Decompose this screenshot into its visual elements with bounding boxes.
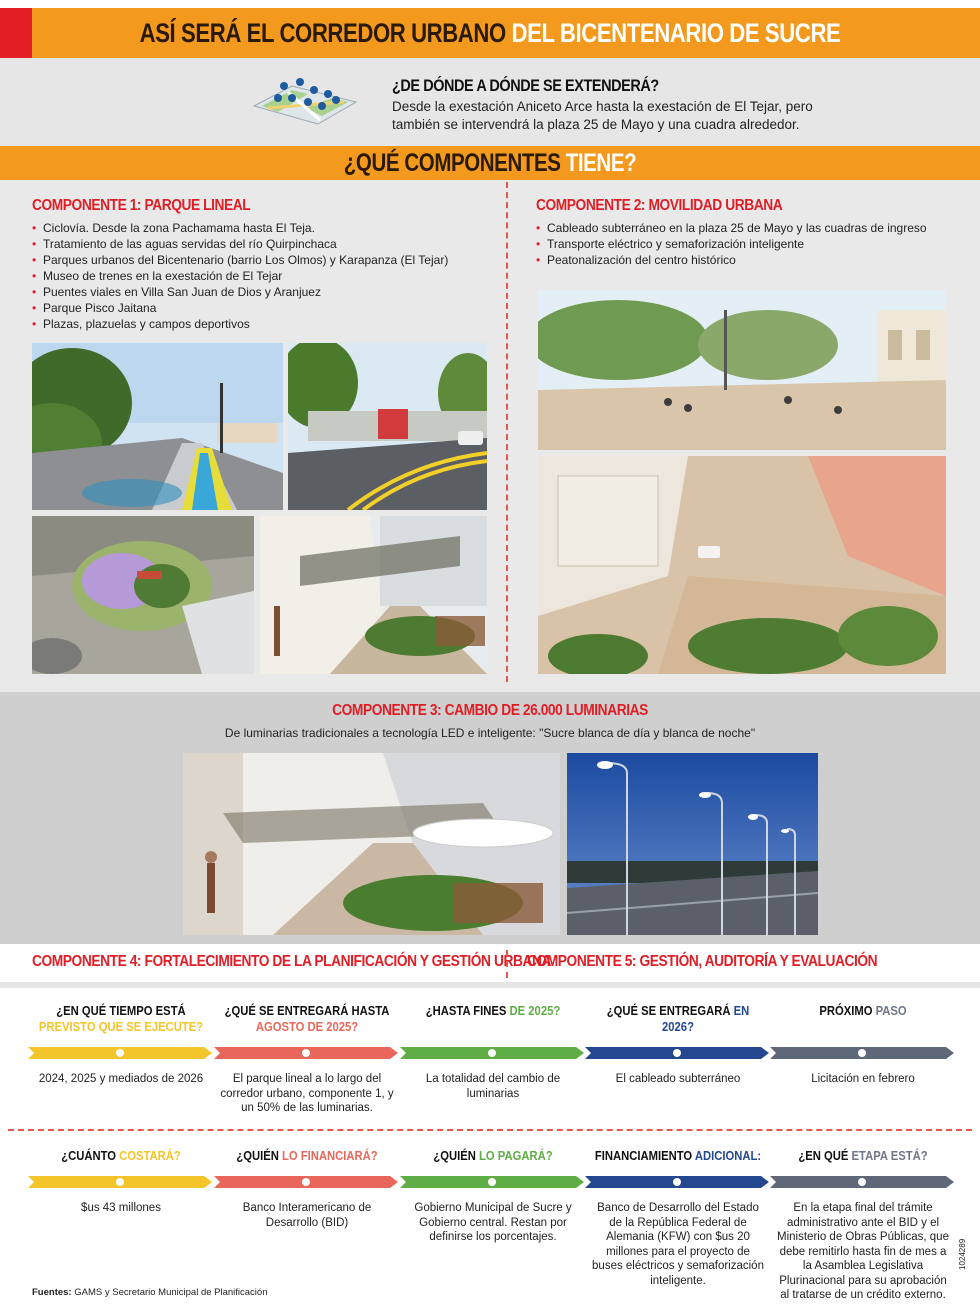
bike-lane-rendering-image bbox=[32, 343, 283, 510]
question-part1: ¿EN QUÉ bbox=[798, 1149, 852, 1163]
component3-subtitle: De luminarias tradicionales a tecnología LED e inteligente: "Sucre blanca de día y blanca de noche" bbox=[224, 726, 756, 740]
question-part1: ¿QUÉ SE ENTREGARÁ HASTA bbox=[224, 1004, 390, 1018]
list-item: • Peatonalización del centro histórico bbox=[536, 252, 927, 268]
list-item: • Tratamiento de las aguas servidas del río Quirpinchaca bbox=[32, 236, 448, 252]
components-heading bbox=[88, 146, 892, 180]
list-item: • Ciclovía. Desde la zona Pachamama hasta El Teja. bbox=[32, 220, 448, 236]
sources-text: GAMS y Secretario Municipal de Planificación bbox=[71, 1287, 268, 1298]
timeline-arrow bbox=[770, 1174, 956, 1190]
sources-note bbox=[32, 1287, 268, 1298]
timeline-question bbox=[400, 1003, 586, 1019]
intro-question: ¿DE DÓNDE A DÓNDE SE EXTENDERÁ? bbox=[392, 76, 659, 95]
question-part1: ¿EN QUÉ TIEMPO ESTÁ bbox=[56, 1004, 186, 1018]
components-heading-part2: TIENE? bbox=[565, 149, 637, 177]
component2-list bbox=[536, 220, 927, 268]
timeline-question bbox=[214, 1148, 400, 1164]
timeline-question bbox=[585, 1148, 771, 1164]
intro-answer: Desde la exestación Aniceto Arce hasta la exestación de El Tejar, pero también se intervendrá la plaza 25 de Mayo y una cuadra alrededor. bbox=[392, 99, 813, 132]
list-item: • Plazas, plazuelas y campos deportivos bbox=[32, 316, 448, 332]
question-part2: PASO bbox=[875, 1004, 907, 1018]
component2-title: COMPONENTE 2: MOVILIDAD URBANA bbox=[536, 197, 783, 214]
question-part1: ¿HASTA FINES bbox=[425, 1004, 510, 1018]
component4-title: COMPONENTE 4: FORTALECIMIENTO DE LA PLANIFICACIÓN Y GESTIÓN URBANA bbox=[32, 953, 551, 970]
timeline-answer: Gobierno Municipal de Sucre y Gobierno central. Restan por definirse los porcentajes. bbox=[414, 1202, 572, 1243]
timeline-arrow bbox=[214, 1174, 400, 1190]
timeline-question bbox=[585, 1003, 771, 1035]
component3-title: COMPONENTE 3: CAMBIO DE 26.000 LUMINARIAS bbox=[332, 702, 648, 719]
component1-list bbox=[32, 220, 448, 332]
page-title bbox=[88, 8, 892, 58]
question-part2: AGOSTO DE 2025? bbox=[255, 1020, 359, 1034]
timeline-arrow bbox=[400, 1045, 586, 1061]
timeline-question bbox=[770, 1003, 956, 1019]
question-part1: ¿QUIÉN bbox=[236, 1149, 282, 1163]
components-heading-part1: ¿QUÉ COMPONENTES bbox=[343, 149, 566, 177]
section-separator bbox=[0, 982, 980, 988]
timeline-arrow bbox=[400, 1174, 586, 1190]
timeline-answer: 2024, 2025 y mediados de 2026 bbox=[38, 1073, 204, 1085]
question-part1: ¿QUIÉN bbox=[433, 1149, 480, 1163]
road-walkway-rendering-image bbox=[288, 343, 487, 510]
timeline-arrow bbox=[214, 1045, 400, 1061]
timeline-answer: Banco Interamericano de Desarrollo (BID) bbox=[242, 1202, 372, 1229]
timeline-question bbox=[214, 1003, 400, 1035]
title-part1: ASÍ SERÁ EL CORREDOR URBANO bbox=[139, 18, 512, 48]
list-item: • Parque Pisco Jaitana bbox=[32, 300, 448, 316]
timeline-answer: Licitación en febrero bbox=[811, 1073, 915, 1085]
sources-label: Fuentes: bbox=[32, 1287, 72, 1298]
question-part2: LO FINANCIARÁ? bbox=[281, 1149, 378, 1163]
title-part2: DEL BICENTENARIO DE SUCRE bbox=[511, 18, 841, 48]
question-part2: COSTARÁ? bbox=[119, 1149, 181, 1163]
timeline-question bbox=[28, 1148, 214, 1164]
question-part2: LO PAGARÁ? bbox=[479, 1149, 553, 1163]
component5-title: COMPONENTE 5: GESTIÓN, AUDITORÍA Y EVALUACIÓN bbox=[527, 953, 878, 970]
timeline-answer: El cableado subterráneo bbox=[615, 1073, 741, 1085]
question-part2: ETAPA ESTÁ? bbox=[851, 1149, 928, 1163]
timeline-answer: Banco de Desarrollo del Estado de la República Federal de Alemania (KFW) con $us 20 millones para el proyecto de buses eléctricos y semaforización inteligente. bbox=[592, 1202, 764, 1287]
timeline-question bbox=[770, 1148, 956, 1164]
timeline-question bbox=[400, 1148, 586, 1164]
timeline-answer: La totalidad del cambio de luminarias bbox=[425, 1073, 561, 1100]
historic-center-aerial-image bbox=[538, 456, 946, 674]
led-streetlights-night-image bbox=[567, 753, 818, 935]
timeline-arrow bbox=[28, 1174, 214, 1190]
list-item: • Cableado subterráneo en la plaza 25 de Mayo y las cuadras de ingreso bbox=[536, 220, 927, 236]
park-aerial-rendering-image bbox=[32, 516, 254, 674]
timeline-arrow bbox=[770, 1045, 956, 1061]
list-item: • Puentes viales en Villa San Juan de Dios y Aranjuez bbox=[32, 284, 448, 300]
timeline-divider bbox=[8, 1129, 972, 1131]
question-part2: PREVISTO QUE SE EJECUTE? bbox=[38, 1020, 204, 1034]
graphic-code: 1024289 bbox=[958, 1238, 967, 1270]
timeline-arrow bbox=[28, 1045, 214, 1061]
timeline-question bbox=[28, 1003, 214, 1035]
question-part1: ¿QUÉ SE ENTREGARÁ bbox=[606, 1004, 734, 1018]
column-divider bbox=[506, 182, 508, 682]
components-heading-bar bbox=[0, 146, 980, 180]
intro-section bbox=[0, 58, 980, 146]
header-red-square bbox=[0, 8, 32, 58]
plaza-rendering-image bbox=[538, 290, 946, 450]
timeline-answer: $us 43 millones bbox=[81, 1202, 161, 1214]
question-part1: FINANCIAMIENTO bbox=[594, 1149, 695, 1163]
header-bar bbox=[0, 8, 980, 58]
timeline-arrow bbox=[585, 1045, 771, 1061]
timeline-answer: El parque lineal a lo largo del corredor urbano, componente 1, y un 50% de las luminarias. bbox=[220, 1073, 394, 1114]
map-pins-icon bbox=[248, 72, 360, 136]
list-item: • Parques urbanos del Bicentenario (barrio Los Olmos) y Karapanza (El Tejar) bbox=[32, 252, 448, 268]
question-part2: ADICIONAL: bbox=[694, 1149, 762, 1163]
timeline-answer: En la etapa final del trámite administrativo ante el BID y el Ministerio de Obras Públicas, que debe remitirlo hasta fin de mes a la Asamblea Legislativa Plurinacional para su aprobación al tratarse de un crédito externo. bbox=[777, 1202, 949, 1301]
list-item: • Transporte eléctrico y semaforización inteligente bbox=[536, 236, 927, 252]
street-terrace-rendering-image bbox=[183, 753, 560, 935]
list-item: • Museo de trenes en la exestación de El Tejar bbox=[32, 268, 448, 284]
question-part1: PRÓXIMO bbox=[819, 1004, 876, 1018]
component45-divider bbox=[506, 950, 508, 978]
pedestrian-terrace-rendering-image bbox=[260, 516, 487, 674]
timeline-arrow bbox=[585, 1174, 771, 1190]
question-part2: DE 2025? bbox=[509, 1004, 561, 1018]
question-part2: EN 2026? bbox=[662, 1004, 750, 1034]
question-part1: ¿CUÁNTO bbox=[61, 1149, 120, 1163]
component1-title: COMPONENTE 1: PARQUE LINEAL bbox=[32, 197, 251, 214]
